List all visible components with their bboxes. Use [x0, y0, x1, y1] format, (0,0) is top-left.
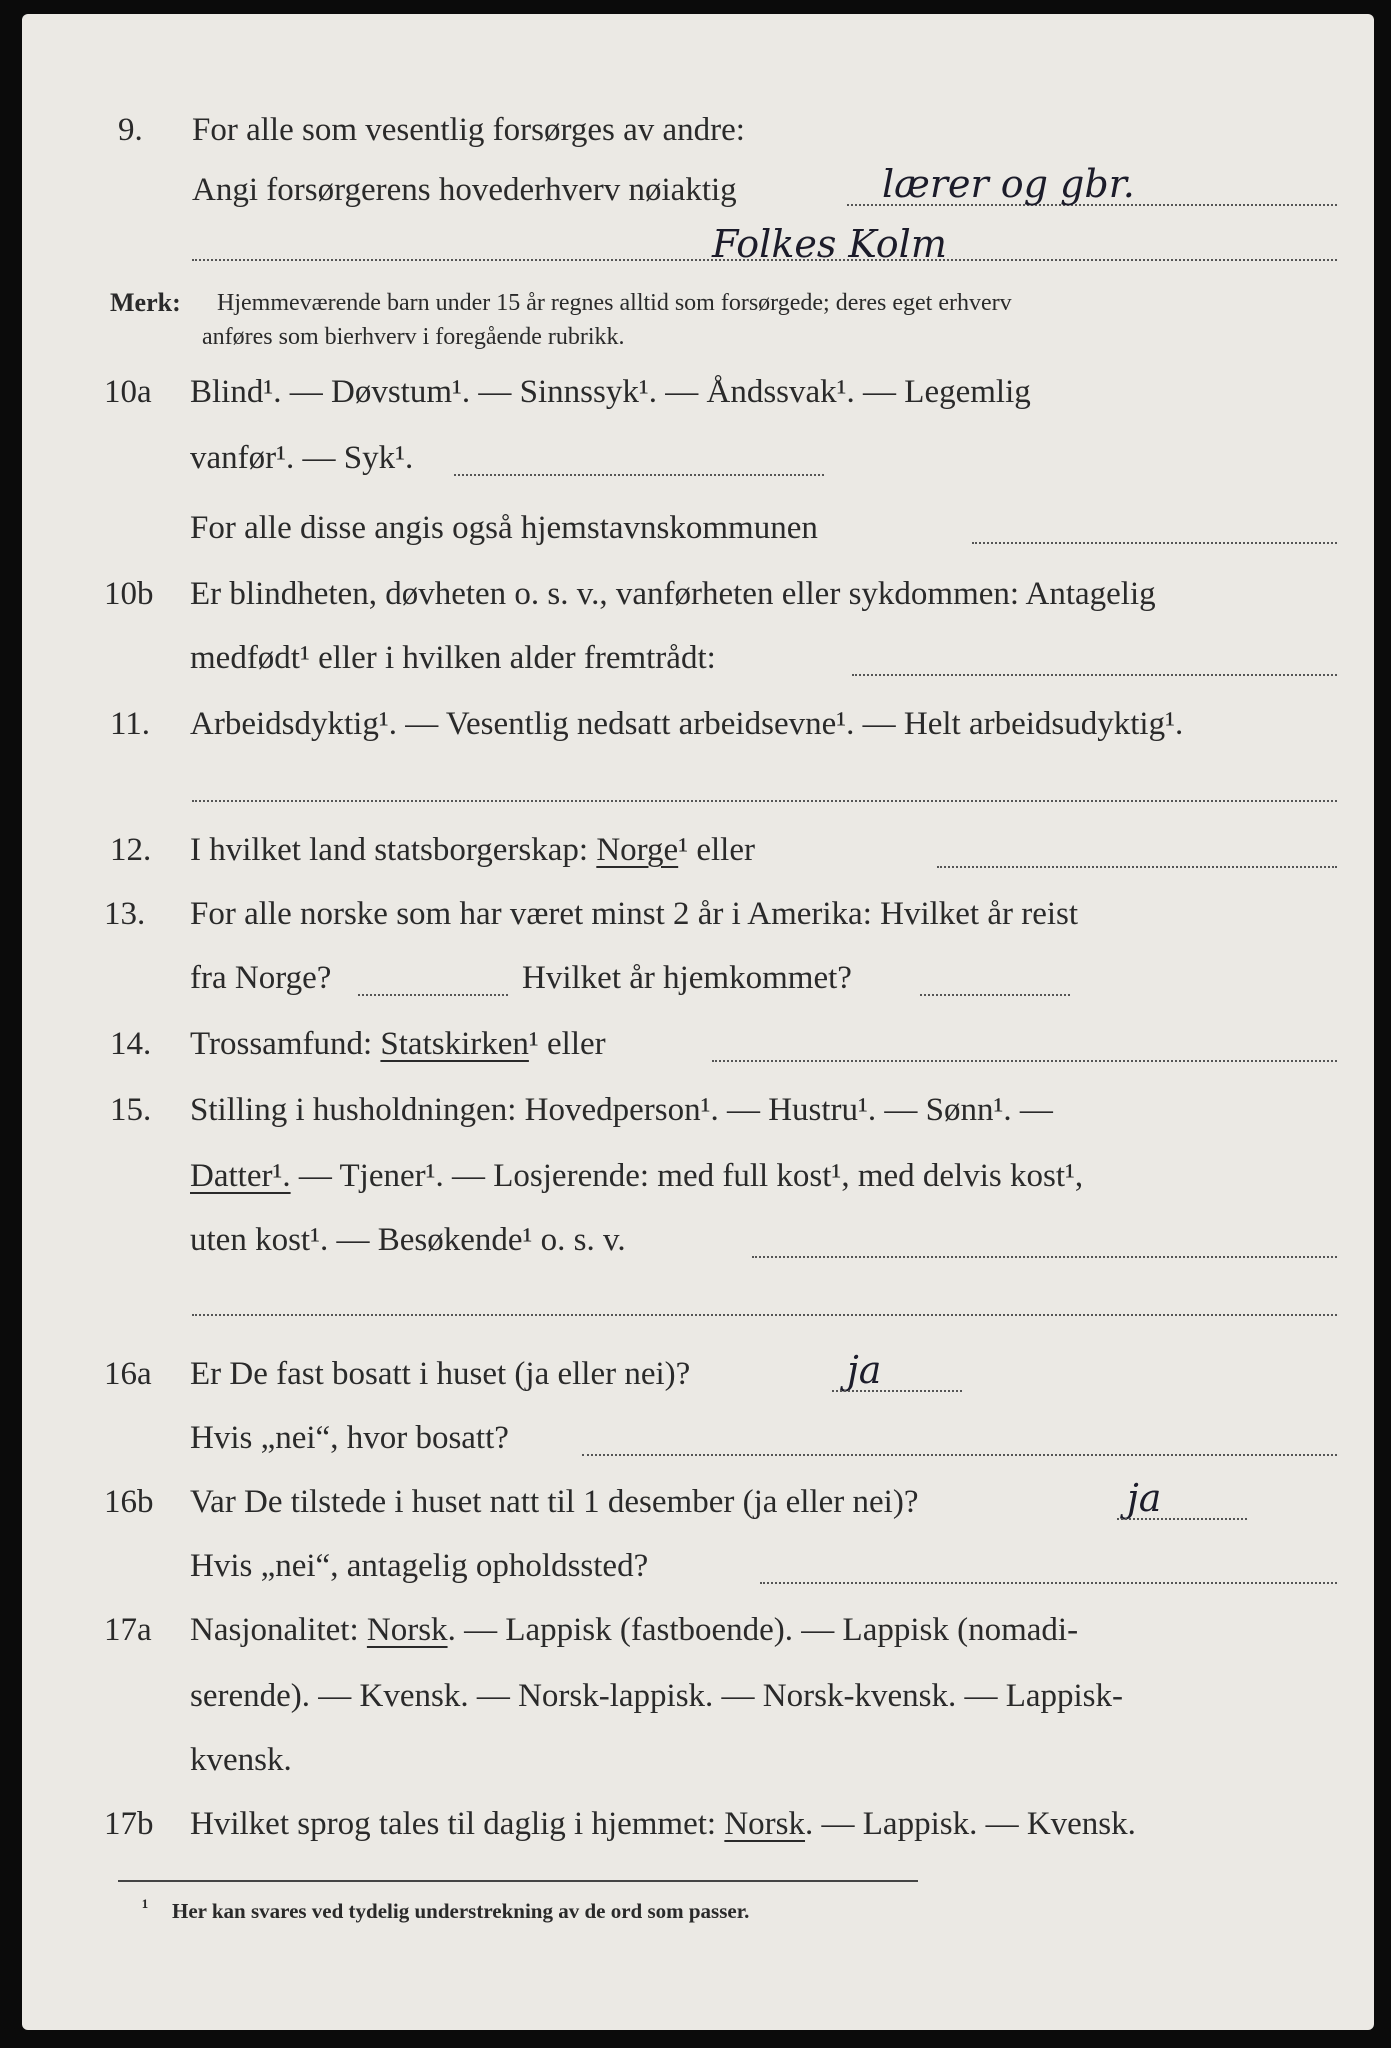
q15-datter: Datter¹.	[190, 1158, 291, 1194]
q11-number: 11.	[110, 706, 151, 742]
q16a-line2: Hvis „nei“, hvor bosatt?	[190, 1420, 509, 1456]
q12-line	[190, 830, 755, 870]
q9-handwritten-occupation: lærer og gbr.	[882, 162, 1135, 206]
q13-line1: For alle norske som har været minst 2 år i Amerika: Hvilket år reist	[190, 896, 1079, 932]
q13-line2b: Hvilket år hjemkommet?	[522, 960, 852, 996]
q14-pre: Trossamfund:	[190, 1026, 381, 1062]
q11-line1: Arbeidsdyktig¹. — Vesentlig nedsatt arbeidsevne¹. — Helt arbeidsudyktig¹.	[190, 706, 1184, 742]
q9-line2: Angi forsørgerens hovederhverv nøiaktig	[192, 172, 737, 208]
q15-line2	[190, 1156, 1083, 1196]
merk-line1: Hjemmeværende barn under 15 år regnes alltid som forsørgede; deres eget erhverv	[217, 290, 1012, 316]
q16b-line1: Var De tilstede i huset natt til 1 desember (ja eller nei)?	[190, 1484, 919, 1520]
q16b-opholdssted-line	[760, 1582, 1337, 1584]
footnote-text: Her kan svares ved tydelig understrekning av de ord som passer.	[172, 1899, 750, 1923]
q12-norge: Norge	[596, 832, 679, 868]
merk-line2: anføres som bierhverv i foregående rubrikk.	[202, 324, 625, 350]
merk-label: Merk:	[110, 288, 181, 317]
q14-number: 14.	[110, 1026, 152, 1062]
q17b-post: . — Lappisk. — Kvensk.	[805, 1806, 1136, 1842]
q15-line2-rest: — Tjener¹. — Losjerende: med full kost¹, med delvis kost¹,	[290, 1158, 1084, 1194]
q9-handwritten-school: Folkes Kolm	[712, 222, 947, 266]
q17a-norsk: Norsk	[366, 1612, 448, 1648]
q16a-bosatt-line	[582, 1454, 1337, 1456]
q12-answer-line	[937, 866, 1337, 868]
q14-line	[190, 1024, 606, 1064]
q11-answer-line	[192, 800, 1337, 802]
q10b-line2: medfødt¹ eller i hvilken alder fremtrådt:	[190, 640, 716, 676]
q10a-line3: For alle disse angis også hjemstavnskommunen	[190, 510, 818, 546]
q10b-number: 10b	[104, 576, 154, 612]
q17b-norsk: Norsk	[724, 1806, 806, 1842]
q17a-pre: Nasjonalitet:	[190, 1612, 367, 1648]
q16a-handwritten-answer: ja	[847, 1348, 882, 1392]
q14-post: ¹ eller	[528, 1026, 606, 1062]
q10a-line1: Blind¹. — Døvstum¹. — Sinnssyk¹. — Åndssvak¹. — Legemlig	[190, 374, 1031, 410]
census-form-page	[22, 14, 1374, 2030]
q17b-line	[190, 1804, 1136, 1844]
q16a-number: 16a	[104, 1356, 152, 1392]
q16b-line2: Hvis „nei“, antagelig opholdssted?	[190, 1548, 649, 1584]
q10a-number: 10a	[104, 374, 152, 410]
q14-statskirken: Statskirken	[380, 1026, 529, 1062]
q17a-line1-rest: . — Lappisk (fastboende). — Lappisk (nomadi-	[447, 1612, 1079, 1648]
q17a-line3: kvensk.	[190, 1742, 292, 1778]
q14-answer-line	[712, 1060, 1337, 1062]
q9-line1: For alle som vesentlig forsørges av andre:	[192, 112, 745, 148]
q12-number: 12.	[110, 832, 152, 868]
q16b-answer-line	[1117, 1518, 1247, 1520]
q15-number: 15.	[110, 1092, 152, 1128]
q15-line1: Stilling i husholdningen: Hovedperson¹. — Hustru¹. — Sønn¹. —	[190, 1092, 1053, 1128]
q16b-number: 16b	[104, 1484, 154, 1520]
q10b-line1: Er blindheten, døvheten o. s. v., vanførheten eller sykdommen: Antagelig	[190, 576, 1156, 612]
q12-pre: I hvilket land statsborgerskap:	[190, 832, 597, 868]
q15-line3: uten kost¹. — Besøkende¹ o. s. v.	[190, 1222, 626, 1258]
q16a-line1: Er De fast bosatt i huset (ja eller nei)?	[190, 1356, 691, 1392]
q10b-answer-line	[852, 674, 1337, 676]
q13-reist-line	[358, 994, 508, 996]
q12-sup: ¹	[678, 832, 689, 868]
q13-line2a: fra Norge?	[190, 960, 332, 996]
q12-post: eller	[688, 832, 755, 868]
q17b-number: 17b	[104, 1806, 154, 1842]
q15-answer-line-2	[192, 1314, 1337, 1316]
footnote-rule	[118, 1880, 918, 1882]
q16a-answer-line	[832, 1390, 962, 1392]
q17a-line1	[190, 1610, 1078, 1650]
q17a-line2: serende). — Kvensk. — Norsk-lappisk. — Norsk-kvensk. — Lappisk-	[190, 1678, 1124, 1714]
q10a-line2: vanfør¹. — Syk¹.	[190, 440, 414, 476]
q9-number: 9.	[118, 112, 143, 148]
q10a-hjemstavn-line	[972, 542, 1337, 544]
q13-number: 13.	[104, 896, 146, 932]
footnote-marker: ¹	[142, 1895, 149, 1919]
q16b-handwritten-answer: ja	[1127, 1476, 1162, 1520]
q17a-number: 17a	[104, 1612, 152, 1648]
q15-answer-line-1	[752, 1256, 1337, 1258]
q10a-answer-line	[454, 474, 824, 476]
q17b-pre: Hvilket sprog tales til daglig i hjemmet:	[190, 1806, 725, 1842]
q13-hjemkommet-line	[920, 994, 1070, 996]
